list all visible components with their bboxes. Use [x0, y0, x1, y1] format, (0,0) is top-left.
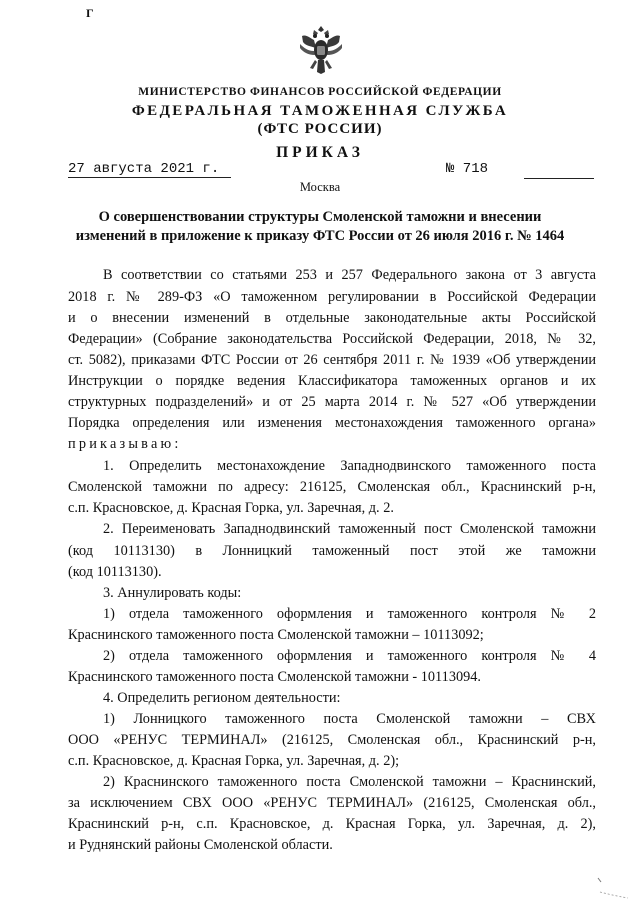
- body-line: Инструкции о порядке ведения Классификатора таможенных органов и их: [68, 373, 596, 389]
- body-line: (код 10113130) в Лонницкий таможенный пост этой же таможни: [68, 543, 596, 559]
- body-line: структурных подразделений» и от 25 марта 2014 г. № 527 «Об утверждении: [68, 394, 596, 410]
- document-title: О совершенствовании структуры Смоленской таможни и внесении изменений в приложение к приказу ФТС России от 26 июля 2016 г. № 1464: [75, 209, 565, 244]
- service-name: ФЕДЕРАЛЬНАЯ ТАМОЖЕННАЯ СЛУЖБА: [131, 103, 509, 119]
- body-line: с.п. Красновское, д. Красная Горка, ул. Заречная, д. 2);: [68, 753, 400, 769]
- document-number: № 718: [446, 161, 489, 177]
- coat-of-arms-icon: [298, 24, 344, 76]
- body-line: 3. Аннулировать коды:: [103, 585, 242, 601]
- body-line: Краснинского таможенного поста Смоленской таможни - 10113094.: [68, 669, 481, 685]
- body-line: Смоленской таможни по адресу: 216125, Смоленская обл., Краснинский р-н,: [68, 479, 596, 495]
- body-line: 4. Определить регионом деятельности:: [103, 690, 341, 706]
- service-short-name: (ФТС РОССИИ): [257, 121, 383, 137]
- body-line: 1. Определить местонахождение Западнодвинского таможенного поста: [103, 458, 596, 474]
- pencil-mark-icon: [560, 852, 630, 902]
- body-line: (код 10113130).: [68, 564, 162, 580]
- body-line: за исключением СВХ ООО «РЕНУС ТЕРМИНАЛ» (216125, Смоленская обл.,: [68, 795, 596, 811]
- body-line: Федерации» (Собрание законодательства Российской Федерации, 2018, № 32,: [68, 331, 596, 347]
- body-line: 2018 г. № 289-ФЗ «О таможенном регулировании в Российской Федерации: [68, 289, 596, 305]
- number-underline: [524, 178, 594, 179]
- body-line: 1) Лонницкого таможенного поста Смоленской таможни – СВХ: [103, 711, 596, 727]
- body-line: 2. Переименовать Западнодвинский таможенный пост Смоленской таможни: [103, 521, 596, 537]
- body-line: 2) Краснинского таможенного поста Смоленской таможни – Краснинский,: [103, 774, 596, 790]
- body-line: и Руднянский районы Смоленской области.: [68, 837, 333, 853]
- body-line-order-word: приказываю:: [68, 436, 182, 452]
- body-line: 2) отдела таможенного оформления и таможенного контроля № 4: [103, 648, 596, 664]
- body-line: В соответствии со статьями 253 и 257 Федерального закона от 3 августа: [103, 267, 596, 283]
- body-line: Порядка определения или изменения местонахождения таможенного органа»: [68, 415, 596, 431]
- corner-mark: Γ: [86, 6, 94, 20]
- body-line: и о внесении изменений в отдельные законодательные акты Российской: [68, 310, 596, 326]
- body-line: ст. 5082), приказами ФТС России от 26 сентября 2011 г. № 1939 «Об утверждении: [68, 352, 596, 368]
- body-line: Краснинский р-н, с.п. Красновское, д. Красная Горка, ул. Заречная, д. 2),: [68, 816, 596, 832]
- body-line: с.п. Красновское, д. Красная Горка, ул. Заречная, д. 2.: [68, 500, 394, 516]
- body-line: ООО «РЕНУС ТЕРМИНАЛ» (216125, Смоленская обл., Краснинский р-н,: [68, 732, 596, 748]
- document-city: Москва: [299, 180, 341, 194]
- ministry-name: МИНИСТЕРСТВО ФИНАНСОВ РОССИЙСКОЙ ФЕДЕРАЦИИ: [138, 86, 502, 98]
- document-type: ПРИКАЗ: [276, 144, 364, 161]
- document-date: 27 августа 2021 г.: [68, 161, 231, 178]
- body-line: Краснинского таможенного поста Смоленской таможни – 10113092;: [68, 627, 484, 643]
- body-line: 1) отдела таможенного оформления и таможенного контроля № 2: [103, 606, 596, 622]
